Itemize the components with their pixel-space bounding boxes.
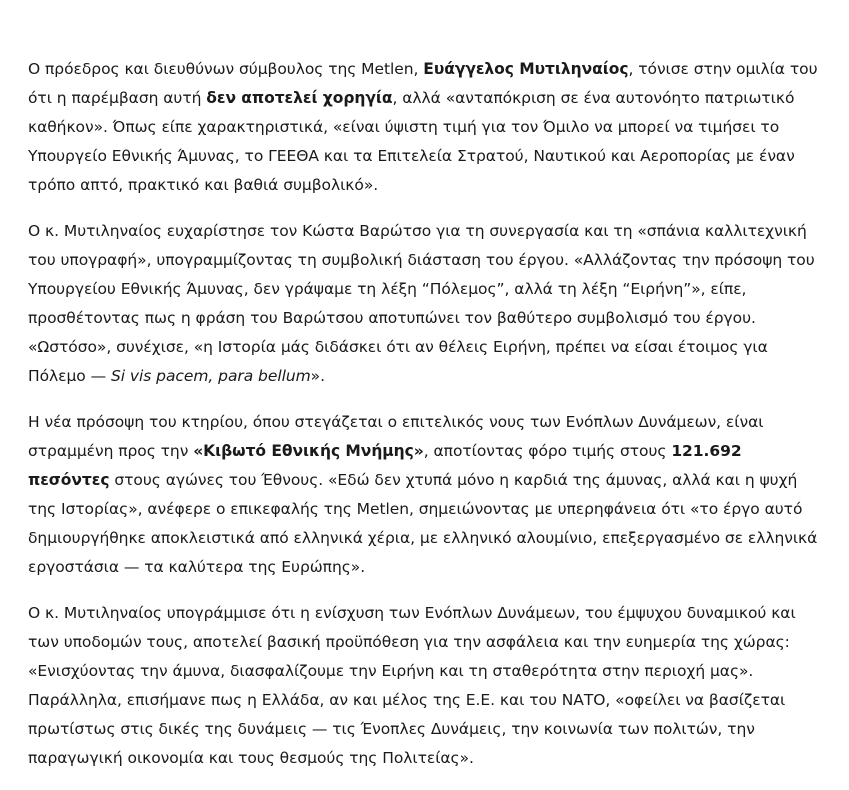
text-segment: ». — [310, 367, 325, 385]
bold-not-sponsorship: δεν αποτελεί χορηγία — [206, 89, 393, 107]
bold-fallen-count: 121.692 πεσόντες — [28, 442, 742, 489]
text-segment: , αλλά «ανταπόκριση σε ένα αυτονόητο πατριωτικό καθήκον». Όπως είπε χαρακτηριστικά, «είναι ύψιστη τιμή για τον Όμιλο να μπορεί να τιμήσει το Υπουργείο Εθνικής Άμυνας, το ΓΕΕΘΑ και τα Επιτελεία Στρατού, Ναυτικού και Αεροπορίας με έναν τρόπο απτό, πρακτικό και βαθιά συμβολικό». — [28, 89, 795, 194]
paragraph-1 — [28, 55, 828, 200]
text-segment: Ο πρόεδρος και διευθύνων σύμβουλος της Metlen, — [28, 60, 424, 78]
bold-name-mytilineos: Ευάγγελος Μυτιληναίος — [423, 60, 629, 78]
paragraph-4 — [28, 599, 828, 773]
paragraph-3 — [28, 408, 828, 582]
article-body — [28, 55, 828, 790]
text-segment: Ο κ. Μυτιληναίος υπογράμμισε ότι η ενίσχυση των Ενόπλων Δυνάμεων, του έμψυχου δυναμικού και των υποδομών τους, αποτελεί βασική προϋπόθεση για την ασφάλεια και την ευημερία της χώρας: «Ενισχύοντας την άμυνα, διασφαλίζουμε την Ειρήνη και τη σταθερότητα στην περιοχή μας». Παράλληλα, επισήμανε πως η Ελλάδα, αν και μέλος της Ε.Ε. και του ΝΑΤΟ, «οφείλει να βασίζεται πρωτίστως στις δικές της δυνάμεις — τις Ένοπλες Δυνάμεις, την κοινωνία των πολιτών, την παραγωγική οικονομία και τους θεσμούς της Πολιτείας». — [28, 604, 796, 767]
text-segment: Η νέα πρόσοψη του κτηρίου, όπου στεγάζεται ο επιτελικός νους των Ενόπλων Δυνάμεων, είναι στραμμένη προς την — [28, 413, 764, 460]
paragraph-2 — [28, 217, 828, 391]
text-segment: στους αγώνες του Έθνους. «Εδώ δεν χτυπά μόνο η καρδιά της άμυνας, αλλά και η ψυχή της Ιστορίας», ανέφερε ο επικεφαλής της Metlen, σημειώνοντας με υπερηφάνεια ότι «το έργο αυτό δημιουργήθηκε αποκλειστικά από ελληνικά χέρια, με ελληνικό αλουμίνιο, επεξεργασμένο σε ελληνικά εργοστάσια — τα καλύτερα της Ευρώπης». — [28, 471, 818, 576]
text-segment: , τόνισε στην ομιλία του ότι η παρέμβαση αυτή — [28, 60, 818, 107]
text-segment: , αποτίοντας φόρο τιμής στους — [423, 442, 672, 460]
italic-latin-quote: Si vis pacem, para bellum — [110, 367, 311, 385]
text-segment: Ο κ. Μυτιληναίος ευχαρίστησε τον Κώστα Βαρώτσο για τη συνεργασία και τη «σπάνια καλλιτεχνική του υπογραφή», υπογραμμίζοντας τη συμβολική διάσταση του έργου. «Αλλάζοντας την πρόσοψη του Υπουργείου Εθνικής Άμυνας, δεν γράψαμε τη λέξη “Πόλεμος”, αλλά τη λέξη “Ειρήνη”», είπε, προσθέτοντας πως η φράση του Βαρώτσου αποτυπώνει τον βαθύτερο συμβολισμό του έργου. «Ωστόσο», συνέχισε, «η Ιστορία μάς διδάσκει ότι αν θέλεις Ειρήνη, πρέπει να είσαι έτοιμος για Πόλεμο — — [28, 222, 815, 385]
bold-ark-of-memory: «Κιβωτό Εθνικής Μνήμης» — [193, 442, 424, 460]
